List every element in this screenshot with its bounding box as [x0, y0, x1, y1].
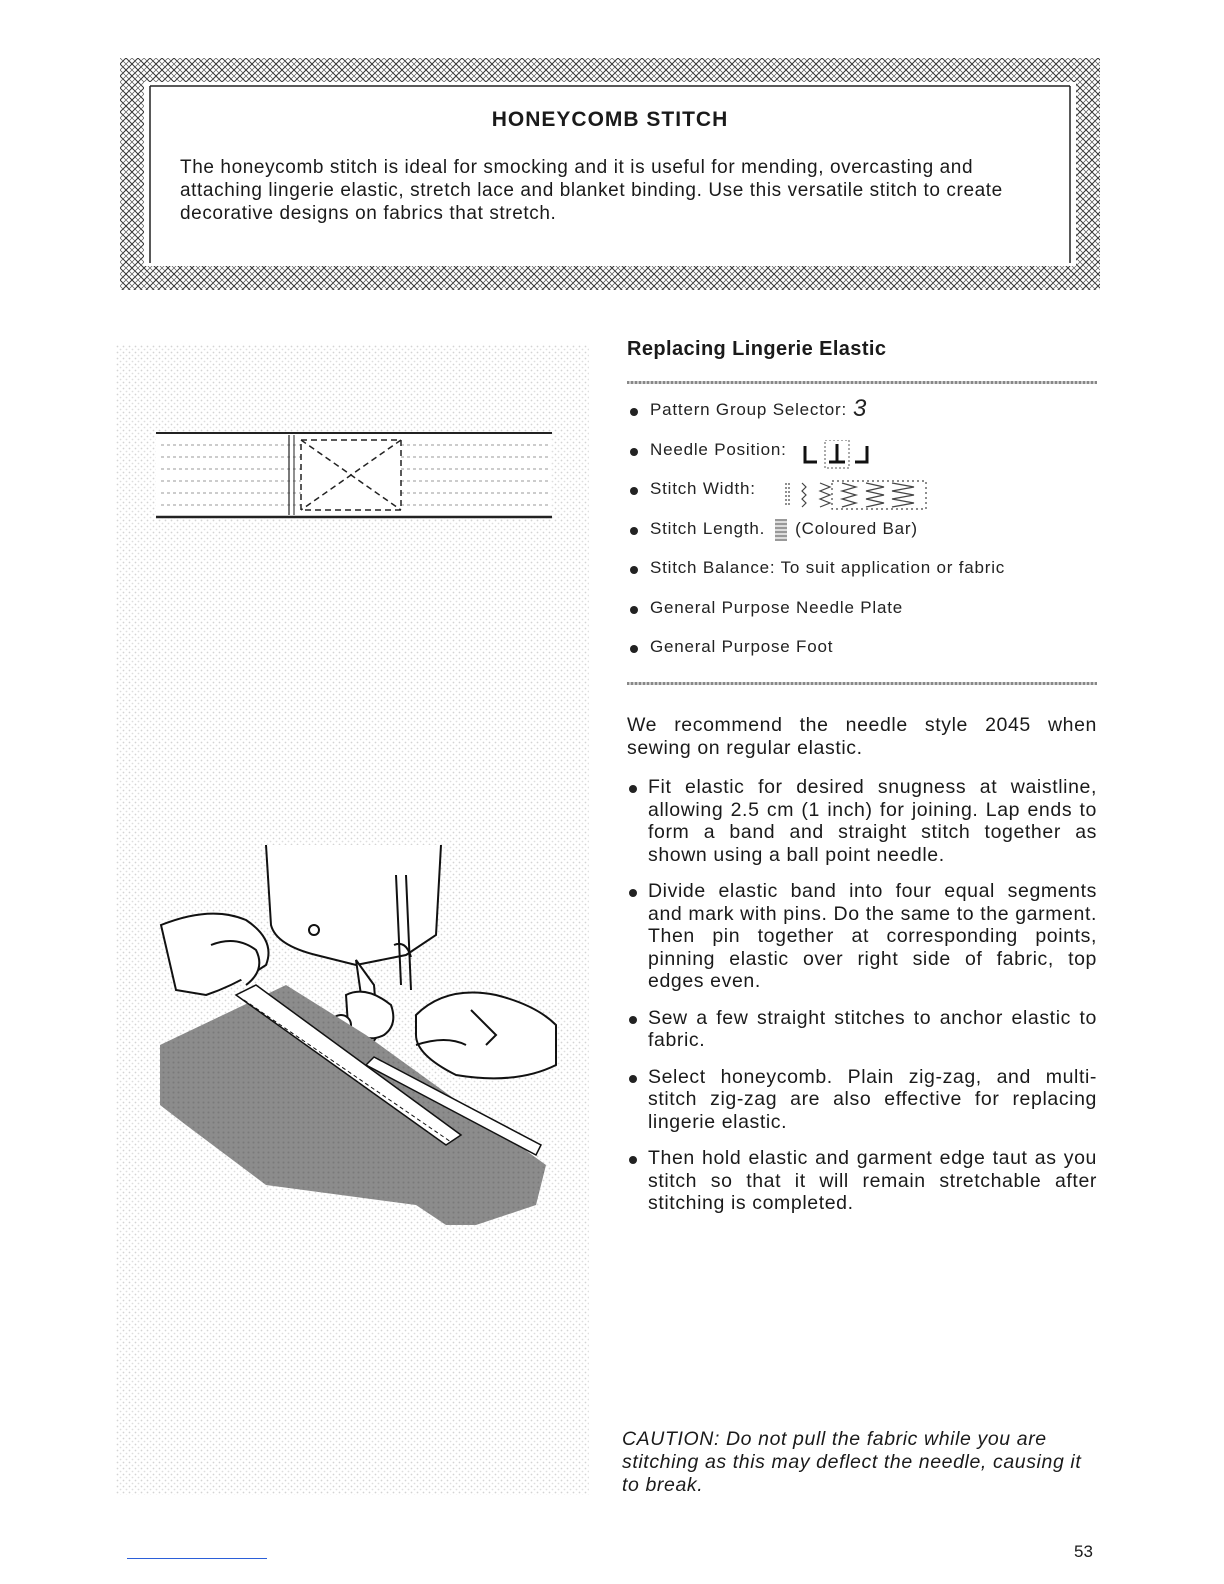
step-item: Then hold elastic and garment edge taut as you stitch so that it will remain stretchable after stitching is completed.: [627, 1147, 1097, 1215]
step-item: Sew a few straight stitches to anchor elastic to fabric.: [627, 1007, 1097, 1052]
sewing-illustration: [116, 345, 589, 1495]
stitch-length-value: (Coloured Bar): [795, 518, 918, 538]
needle-position-icon: [797, 440, 877, 470]
box-title: HONEYCOMB STITCH: [491, 108, 729, 131]
box-description: The honeycomb stitch is ideal for smocking and it is useful for mending, overcasting and attaching lingerie elastic, stretch lace and blanket binding. Use this versatile stitch to create decorative designs on fabrics that stretch.: [180, 157, 1003, 224]
intro-paragraph: We recommend the needle style 2045 when sewing on regular elastic.: [627, 714, 1097, 759]
setting-label: Stitch Length.: [650, 518, 766, 538]
honeycomb-frame-box: [120, 58, 1100, 290]
pattern-group-value: 3: [853, 395, 868, 422]
setting-needle-position: [627, 440, 1097, 480]
section-title: Replacing Lingerie Elastic: [627, 338, 887, 360]
instruction-steps: [627, 776, 1097, 1229]
setting-stitch-length: [627, 519, 1097, 559]
setting-label: General Purpose Foot: [650, 637, 834, 656]
settings-list: [627, 395, 1097, 677]
bottom-divider: [627, 682, 1097, 685]
setting-stitch-width: [627, 479, 1097, 519]
setting-label: Needle Position:: [650, 439, 787, 459]
setting-stitch-balance: [627, 558, 1097, 598]
setting-label: Stitch Balance: To suit application or fabric: [650, 558, 1006, 577]
setting-pattern-group: [627, 395, 1097, 440]
elastic-band-diagram: [156, 433, 552, 517]
setting-label: General Purpose Needle Plate: [650, 597, 903, 617]
page-number: 53: [1074, 1542, 1093, 1561]
step-item: Select honeycomb. Plain zig-zag, and multi-stitch zig-zag are also effective for replacing lingerie elastic.: [627, 1066, 1097, 1134]
setting-needle-plate: [627, 598, 1097, 638]
step-item: Divide elastic band into four equal segments and mark with pins. Do the same to the garment. Then pin together at corresponding points, pinning elastic over right side of fabric, top edges even.: [627, 880, 1097, 993]
coloured-bar-icon: [775, 519, 787, 541]
footer-line: [127, 1558, 267, 1559]
setting-foot: [627, 637, 1097, 677]
stitch-width-icon: [780, 479, 930, 511]
setting-label: Pattern Group Selector:: [650, 400, 847, 419]
illustration-panel: [116, 345, 589, 1495]
step-item: Fit elastic for desired snugness at waistline, allowing 2.5 cm (1 inch) for joining. Lap ends to form a band and straight stitch together as shown using a ball point needle.: [627, 776, 1097, 866]
caution-note: CAUTION: Do not pull the fabric while you are stitching as this may deflect the needle, causing it to break.: [622, 1428, 1082, 1496]
setting-label: Stitch Width:: [650, 479, 756, 498]
top-divider: [627, 381, 1097, 384]
